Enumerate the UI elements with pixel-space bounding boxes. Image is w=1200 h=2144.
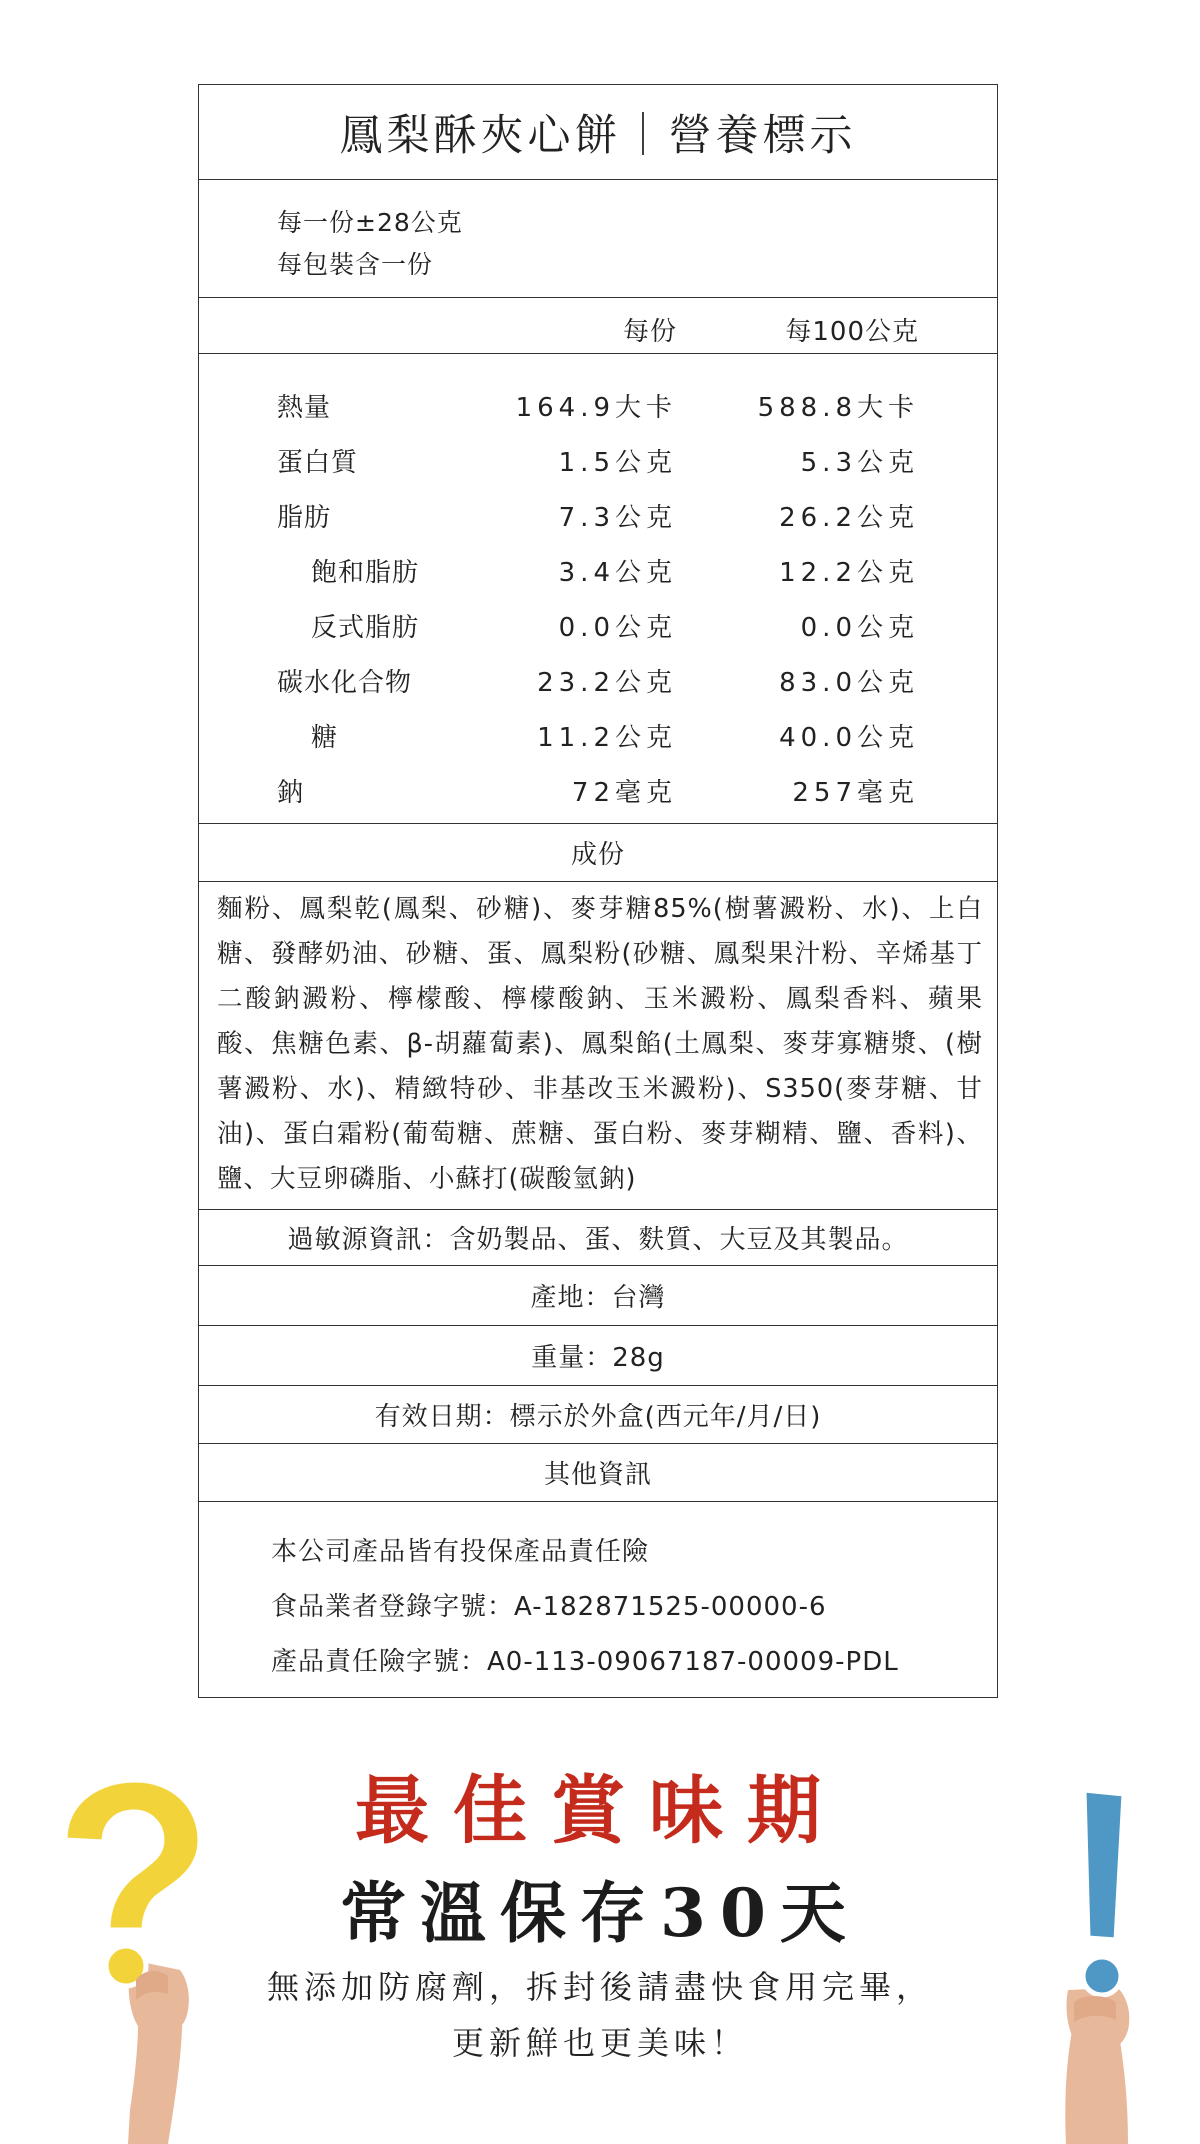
nutrient-name: 糖 (311, 723, 339, 753)
divider (199, 297, 997, 298)
nutrient-name: 熱量 (277, 393, 332, 423)
tagline-line-1: 無添加防腐劑，拆封後請盡快食用完畢， (266, 1968, 933, 2006)
divider (199, 353, 997, 354)
nutrient-row (199, 717, 997, 757)
nutrient-row (199, 387, 997, 427)
exclamation-mark-icon (1044, 1790, 1174, 2144)
allergen-info: 過敏源資訊：含奶製品、蛋、麩質、大豆及其製品。 (287, 1224, 909, 1255)
nutrient-per-serving: 11.2公克 (537, 723, 677, 753)
nutrient-name: 飽和脂肪 (311, 558, 420, 588)
origin-info: 產地：台灣 (530, 1282, 666, 1313)
nutrient-name: 脂肪 (277, 503, 332, 533)
column-per-100g: 每100公克 (785, 317, 919, 347)
nutrient-name: 鈉 (277, 778, 305, 808)
nutrient-per-serving: 23.2公克 (537, 668, 677, 698)
other-info-line: 食品業者登錄字號：A-182871525-00000-6 (271, 1592, 827, 1622)
ingredients-text: 麵粉、鳳梨乾(鳳梨、砂糖)、麥芽糖85%(樹薯澱粉、水)、上白糖、發酵奶油、砂糖、蛋、鳳梨粉(砂糖、鳳梨果汁粉、辛烯基丁二酸鈉澱粉、檸檬酸、檸檬酸鈉、玉米澱粉、鳳梨香料、蘋果酸、焦糖色素、β-胡蘿蔔素)、鳳梨餡(土鳳梨、麥芽寡糖漿、(樹薯澱粉、水)、精緻特砂、非基改玉米澱粉)、S350(麥芽糖、甘油)、蛋白霜粉(葡萄糖、蔗糖、蛋白粉、麥芽糊精、鹽、香料)、鹽、大豆卵磷脂、小蘇打(碳酸氫鈉) (217, 894, 983, 1194)
storage-subheading: 常溫保存30天 (340, 1874, 860, 1952)
nutrient-per-100g: 40.0公克 (779, 723, 919, 753)
column-per-serving: 每份 (622, 317, 677, 347)
nutrient-per-serving: 3.4公克 (558, 558, 677, 588)
nutrient-per-serving: 1.5公克 (558, 448, 677, 478)
divider (199, 179, 997, 180)
nutrient-per-100g: 26.2公克 (779, 503, 919, 533)
nutrient-per-100g: 5.3公克 (800, 448, 919, 478)
servings-per-package: 每包裝含一份 (277, 250, 434, 279)
nutrient-name: 蛋白質 (277, 448, 359, 478)
nutrient-row (199, 772, 997, 812)
nutrient-per-serving: 72毫克 (571, 778, 677, 808)
nutrient-row (199, 552, 997, 592)
divider (199, 881, 997, 882)
tagline-line-2: 更新鮮也更美味！ (451, 2024, 748, 2062)
serving-size: 每一份±28公克 (277, 208, 463, 237)
nutrient-row (199, 442, 997, 482)
expiry-info: 有效日期：標示於外盒(西元年/月/日) (374, 1401, 822, 1432)
nutrient-row (199, 662, 997, 702)
nutrition-label (198, 84, 998, 1698)
other-info-heading: 其他資訊 (543, 1459, 652, 1490)
nutrient-per-serving: 7.3公克 (558, 503, 677, 533)
other-info-line: 本公司產品皆有投保產品責任險 (271, 1537, 650, 1567)
nutrient-per-100g: 12.2公克 (779, 558, 919, 588)
nutrient-row (199, 497, 997, 537)
divider (199, 1501, 997, 1502)
nutrient-per-serving: 0.0公克 (558, 613, 677, 643)
other-info-line: 產品責任險字號：A0-113-09067187-00009-PDL (271, 1647, 899, 1677)
nutrient-per-100g: 588.8大卡 (757, 393, 919, 423)
question-mark-icon (40, 1780, 200, 2144)
nutrient-per-100g: 83.0公克 (779, 668, 919, 698)
nutrient-per-100g: 257毫克 (792, 778, 919, 808)
label-title: 鳳梨酥夾心餅｜營養標示 (339, 110, 857, 161)
weight-info: 重量：28g (531, 1342, 665, 1373)
ingredients-heading: 成份 (570, 839, 625, 870)
nutrient-row (199, 607, 997, 647)
best-before-heading: 最佳賞味期 (355, 1768, 845, 1854)
nutrient-name: 碳水化合物 (277, 668, 413, 698)
nutrient-per-serving: 164.9大卡 (515, 393, 677, 423)
nutrient-per-100g: 0.0公克 (800, 613, 919, 643)
nutrient-name: 反式脂肪 (311, 613, 420, 643)
